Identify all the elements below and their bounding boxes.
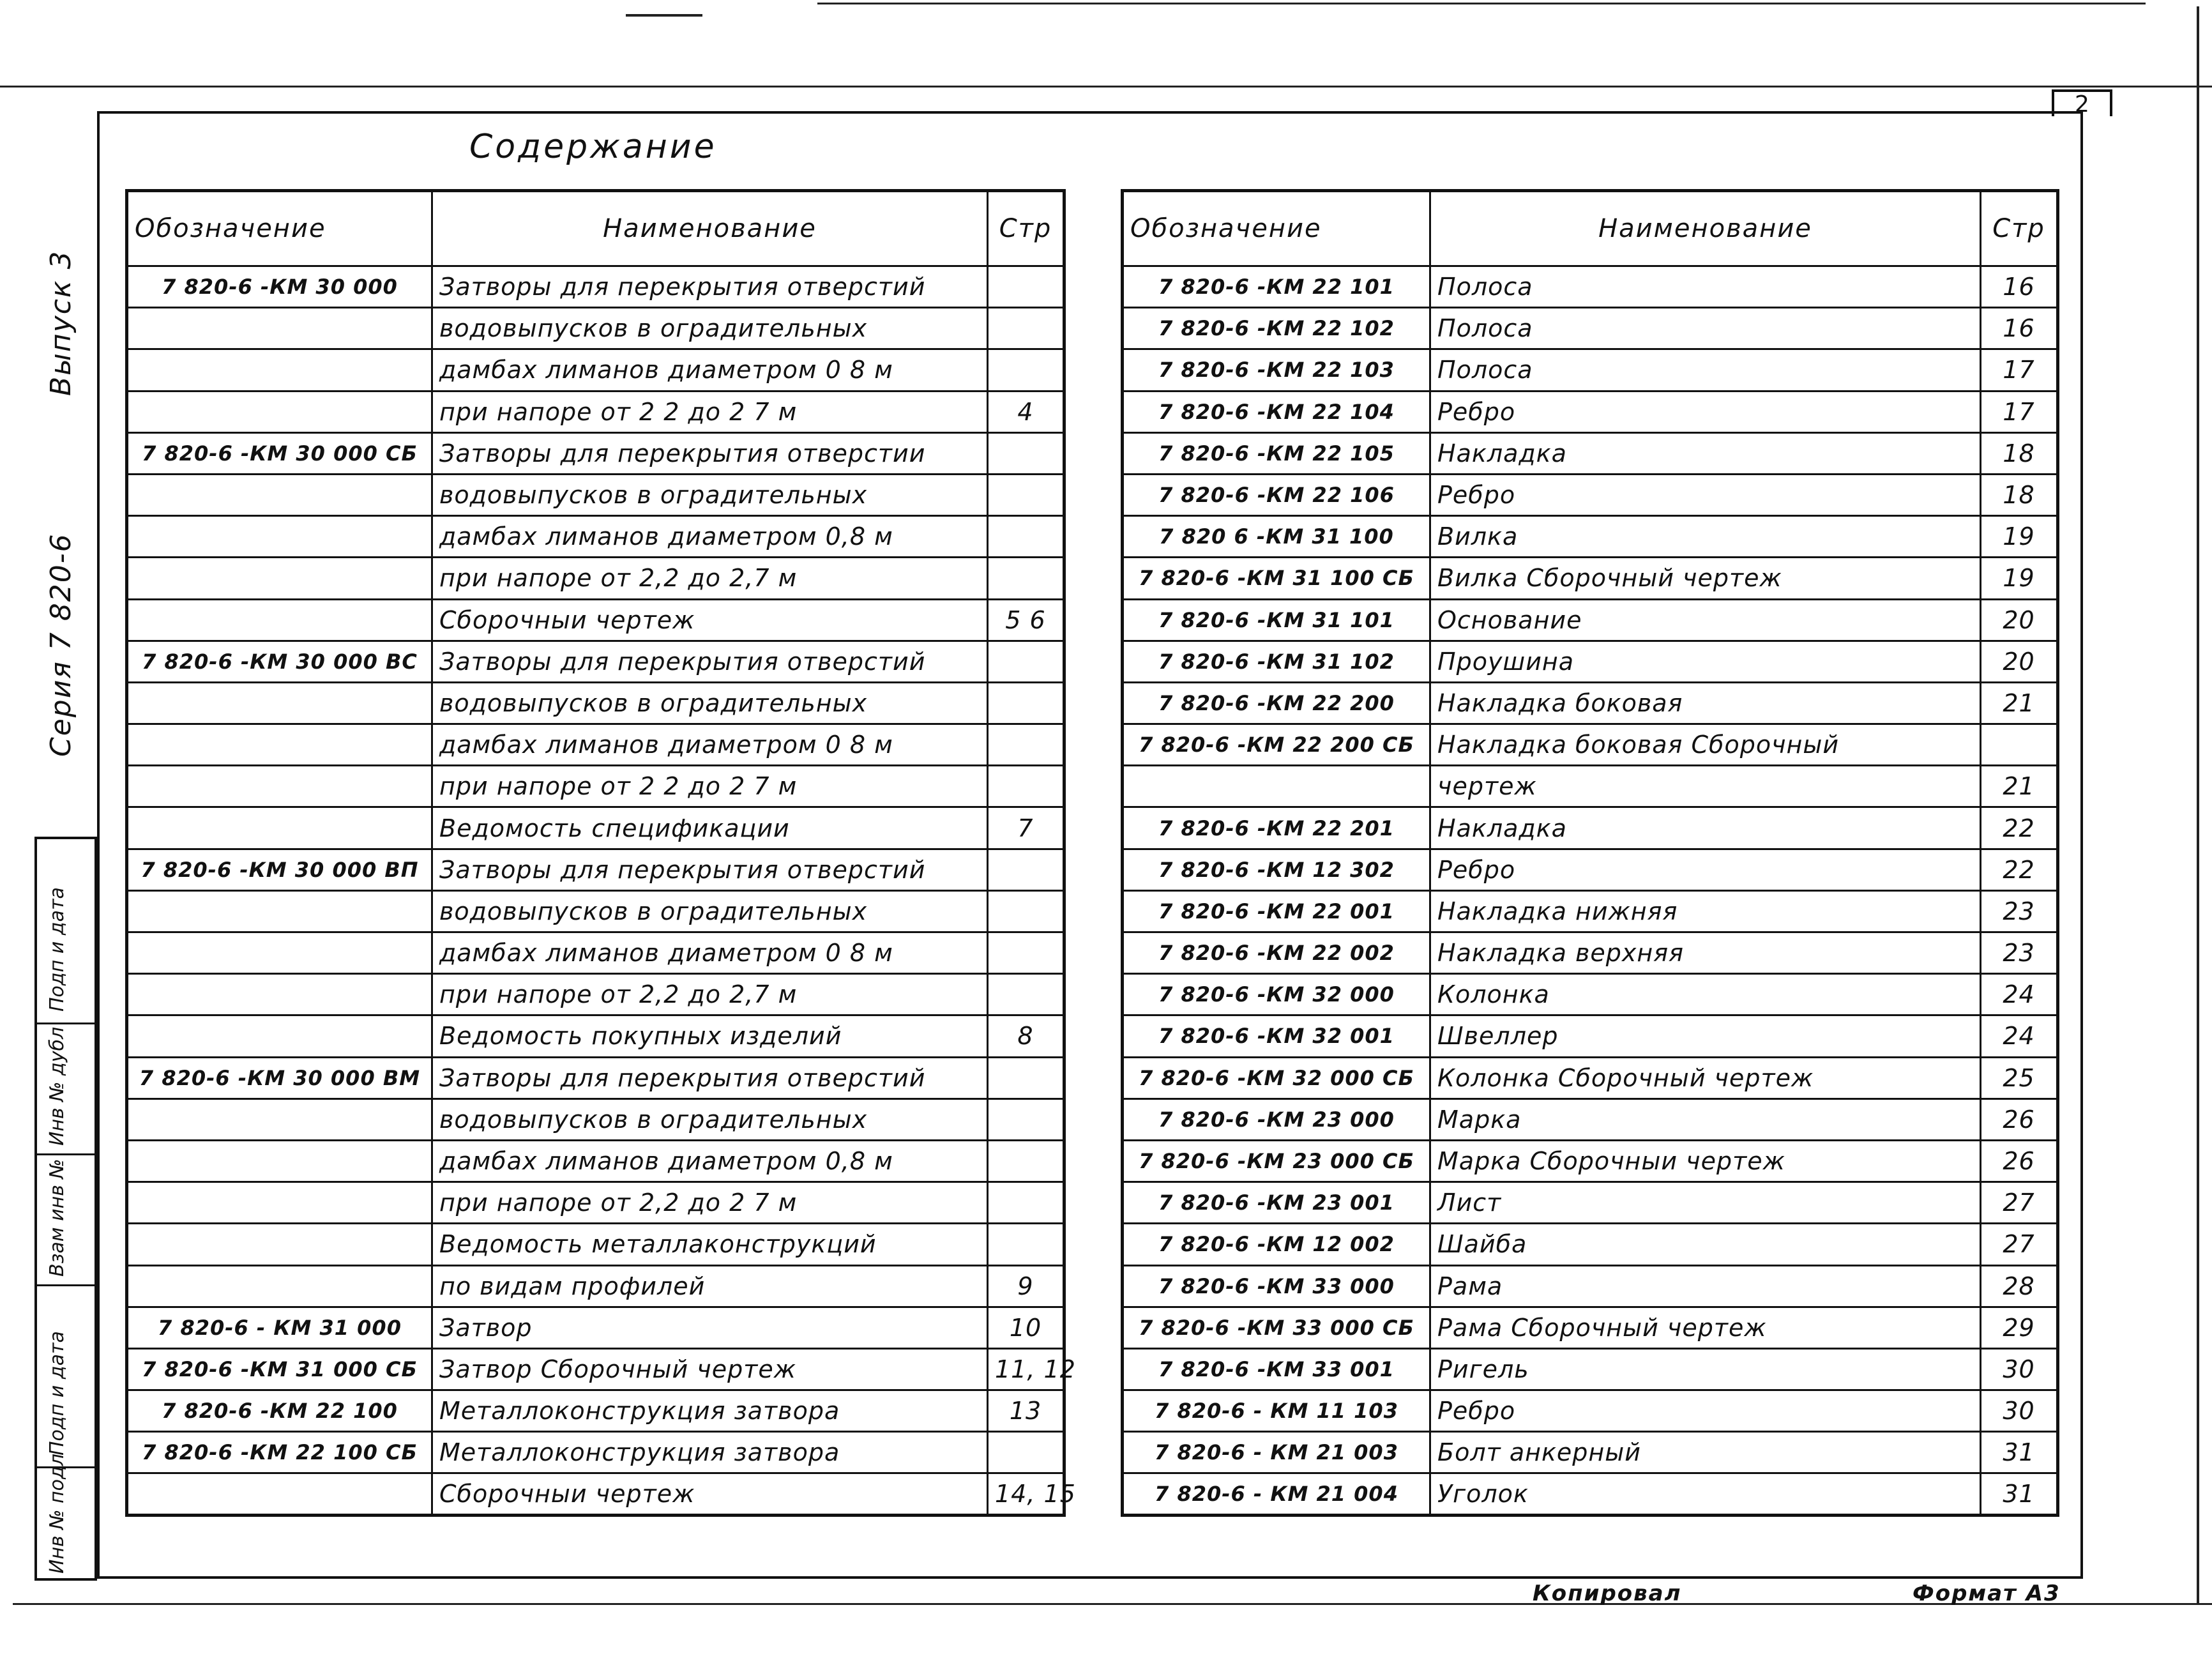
row-page: 11, 12 (988, 1348, 1064, 1390)
row-page (988, 724, 1064, 766)
row-name: Лист (1430, 1182, 1981, 1224)
row-page: 23 (1981, 932, 2058, 974)
row-page: 24 (1981, 1015, 2058, 1057)
table-row (1123, 474, 2058, 515)
row-name: дамбах лиманов диаметром 0 8 м (432, 724, 988, 766)
row-page (988, 641, 1064, 682)
contents-table-right (1121, 189, 2059, 1517)
row-code: 7 820-6 -КМ 30 000 СБ (127, 432, 432, 474)
row-code: 7 820-6 -КМ 22 100 СБ (127, 1432, 432, 1473)
table-row (127, 558, 1064, 599)
row-name: дамбах лиманов диаметром 0 8 м (432, 932, 988, 974)
row-name: Марка (1430, 1099, 1981, 1140)
row-code: 7 820-6 -КМ 12 302 (1123, 849, 1430, 890)
row-name: Ведомость покупных изделий (432, 1015, 988, 1057)
row-name: при напоре от 2,2 до 2,7 м (432, 974, 988, 1015)
table-row (1123, 641, 2058, 682)
row-name: Болт анкерный (1430, 1432, 1981, 1473)
row-code (127, 599, 432, 641)
table-row (1123, 1432, 2058, 1473)
row-page: 26 (1981, 1099, 2058, 1140)
row-page (988, 1182, 1064, 1224)
row-code: 7 820-6 -КМ 32 001 (1123, 1015, 1430, 1057)
format-label: Формат А3 (1913, 1581, 2061, 1606)
row-page: 5 6 (988, 599, 1064, 641)
row-name: Накладка верхняя (1430, 932, 1981, 974)
stamp-cell (37, 1024, 95, 1155)
stamp-cell (37, 1286, 95, 1468)
row-name: Ребро (1430, 474, 1981, 515)
row-name: Вилка (1430, 516, 1981, 558)
row-code: 7 820-6 -КМ 22 105 (1123, 432, 1430, 474)
row-code: 7 820-6 -КМ 33 000 СБ (1123, 1307, 1430, 1348)
row-page (988, 1224, 1064, 1265)
row-code: 7 820-6 -КМ 30 000 ВМ (127, 1057, 432, 1099)
row-page: 26 (1981, 1140, 2058, 1182)
row-name: по видам профилей (432, 1265, 988, 1307)
row-page (988, 1432, 1064, 1473)
row-page (988, 349, 1064, 391)
row-name: Затвор (432, 1307, 988, 1348)
row-code (127, 932, 432, 974)
row-code (127, 807, 432, 849)
row-name: дамбах лиманов диаметром 0 8 м (432, 349, 988, 391)
table-row (127, 349, 1064, 391)
row-code: 7 820-6 -КМ 33 001 (1123, 1348, 1430, 1390)
row-page (988, 516, 1064, 558)
row-name: чертеж (1430, 766, 1981, 807)
table-row (127, 474, 1064, 515)
row-page: 16 (1981, 308, 2058, 349)
table-row (1123, 890, 2058, 932)
row-code: 7 820-6 -КМ 30 000 ВС (127, 641, 432, 682)
table-row (1123, 1348, 2058, 1390)
column-header-code: Обозначение (1123, 191, 1430, 266)
table-header-row (127, 191, 1064, 266)
issue-label: Выпуск 3 (45, 250, 77, 396)
row-code (127, 391, 432, 432)
row-page: 20 (1981, 599, 2058, 641)
row-page (988, 1140, 1064, 1182)
row-name: Ребро (1430, 849, 1981, 890)
table-row (127, 391, 1064, 432)
row-name: Затворы для перекрытия отверстий (432, 266, 988, 308)
row-page: 31 (1981, 1432, 2058, 1473)
row-page (988, 558, 1064, 599)
row-name: Колонка Сборочный чертеж (1430, 1057, 1981, 1099)
top-edge-line (0, 86, 2212, 87)
row-code (127, 1224, 432, 1265)
row-name: Вилка Сборочный чертеж (1430, 558, 1981, 599)
row-page: 19 (1981, 516, 2058, 558)
row-page (988, 1099, 1064, 1140)
row-name: водовыпусков в оградительных (432, 308, 988, 349)
row-code (127, 349, 432, 391)
row-code (127, 890, 432, 932)
column-header-page: Стр (1981, 191, 2058, 266)
table-row (1123, 932, 2058, 974)
row-name: водовыпусков в оградительных (432, 890, 988, 932)
row-name: Сборочныи чертеж (432, 1473, 988, 1515)
row-page (988, 932, 1064, 974)
row-page (988, 474, 1064, 515)
row-name: Сборочныи чертеж (432, 599, 988, 641)
row-code (127, 558, 432, 599)
row-code: 7 820-6 - КМ 21 004 (1123, 1473, 1430, 1515)
row-name: Ведомость металлаконструкций (432, 1224, 988, 1265)
row-page: 9 (988, 1265, 1064, 1307)
right-edge-line (2197, 6, 2199, 1603)
row-page: 30 (1981, 1348, 2058, 1390)
row-code: 7 820-6 -КМ 23 000 СБ (1123, 1140, 1430, 1182)
row-code: 7 820-6 -КМ 31 000 СБ (127, 1348, 432, 1390)
row-page (988, 766, 1064, 807)
stamp-cell (37, 1454, 95, 1578)
row-page (988, 266, 1064, 308)
row-page: 21 (1981, 682, 2058, 724)
row-code (127, 766, 432, 807)
row-page: 22 (1981, 849, 2058, 890)
table-row (127, 1473, 1064, 1515)
table-row (127, 432, 1064, 474)
row-name: Колонка (1430, 974, 1981, 1015)
row-page: 13 (988, 1390, 1064, 1432)
row-name: Ребро (1430, 1390, 1981, 1432)
row-code: 7 820-6 -КМ 22 106 (1123, 474, 1430, 515)
row-name: Рама Сборочный чертеж (1430, 1307, 1981, 1348)
stamp-label: Инв № подл (46, 1454, 68, 1574)
row-page: 19 (1981, 558, 2058, 599)
table-row (127, 932, 1064, 974)
table-row (127, 1307, 1064, 1348)
row-page: 18 (1981, 432, 2058, 474)
row-code: 7 820-6 -КМ 22 001 (1123, 890, 1430, 932)
table-row (1123, 349, 2058, 391)
table-row (1123, 599, 2058, 641)
row-name: Полоса (1430, 349, 1981, 391)
row-code: 7 820-6 -КМ 22 201 (1123, 807, 1430, 849)
row-name: Затворы для перекрытия отверстии (432, 432, 988, 474)
table-row (127, 1182, 1064, 1224)
row-code: 7 820-6 -КМ 31 101 (1123, 599, 1430, 641)
table-row (127, 1432, 1064, 1473)
row-name: Накладка боковая Сборочный (1430, 724, 1981, 766)
top-edge-line (626, 14, 702, 17)
row-code: 7 820-6 -КМ 31 102 (1123, 641, 1430, 682)
column-header-name: Наименование (1430, 191, 1981, 266)
row-code: 7 820-6 -КМ 22 104 (1123, 391, 1430, 432)
table-row (1123, 432, 2058, 474)
row-page: 14, 15 (988, 1473, 1064, 1515)
row-page: 27 (1981, 1182, 2058, 1224)
row-page: 8 (988, 1015, 1064, 1057)
row-code (127, 1099, 432, 1140)
row-page: 23 (1981, 890, 2058, 932)
row-code (127, 1265, 432, 1307)
row-page: 30 (1981, 1390, 2058, 1432)
row-name: Накладка нижняя (1430, 890, 1981, 932)
table-row (127, 807, 1064, 849)
table-row (127, 1140, 1064, 1182)
row-page: 17 (1981, 349, 2058, 391)
stamp-label: Взам инв № (46, 1159, 68, 1277)
table-row (1123, 516, 2058, 558)
row-code (127, 1140, 432, 1182)
row-code (127, 974, 432, 1015)
row-code: 7 820-6 -КМ 23 001 (1123, 1182, 1430, 1224)
table-row (127, 1224, 1064, 1265)
row-page (988, 682, 1064, 724)
row-code (127, 516, 432, 558)
table-row (1123, 1140, 2058, 1182)
table-row (127, 1348, 1064, 1390)
table-row (1123, 558, 2058, 599)
row-code: 7 820-6 -КМ 30 000 ВП (127, 849, 432, 890)
column-header-page: Стр (988, 191, 1064, 266)
stamp-label: Подп и дата (46, 887, 68, 1012)
table-row (1123, 682, 2058, 724)
stamp-label: Подп и дата (46, 1331, 68, 1456)
table-row (1123, 1224, 2058, 1265)
table-row (1123, 807, 2058, 849)
row-page: 24 (1981, 974, 2058, 1015)
row-code: 7 820-6 -КМ 22 200 (1123, 682, 1430, 724)
row-code: 7 820-6 -КМ 32 000 (1123, 974, 1430, 1015)
row-name: при напоре от 2,2 до 2 7 м (432, 1182, 988, 1224)
copied-by-label: Копировал (1533, 1581, 1682, 1606)
row-name: Затворы для перекрытия отверстий (432, 1057, 988, 1099)
row-name: Полоса (1430, 266, 1981, 308)
row-page (988, 849, 1064, 890)
row-page: 28 (1981, 1265, 2058, 1307)
table-row (1123, 1473, 2058, 1515)
row-page (988, 1057, 1064, 1099)
table-row (127, 266, 1064, 308)
table-row (127, 1099, 1064, 1140)
table-row (127, 766, 1064, 807)
row-code: 7 820-6 -КМ 22 102 (1123, 308, 1430, 349)
top-edge-line (817, 3, 2146, 4)
table-row (1123, 391, 2058, 432)
row-code (127, 724, 432, 766)
table-row (1123, 1307, 2058, 1348)
row-name: Металлоконструкция затвора (432, 1432, 988, 1473)
row-name: при напоре от 2 2 до 2 7 м (432, 391, 988, 432)
row-name: Ребро (1430, 391, 1981, 432)
table-row (127, 1015, 1064, 1057)
table-row (127, 1057, 1064, 1099)
column-header-name: Наименование (432, 191, 988, 266)
row-name: Основание (1430, 599, 1981, 641)
table-row (127, 724, 1064, 766)
row-name: при напоре от 2 2 до 2 7 м (432, 766, 988, 807)
row-page (988, 432, 1064, 474)
table-row (1123, 308, 2058, 349)
stamp-cell (37, 1155, 95, 1286)
row-code: 7 820-6 -КМ 23 000 (1123, 1099, 1430, 1140)
row-code (127, 682, 432, 724)
row-page (1981, 724, 2058, 766)
row-name: Марка Сборочныи чертеж (1430, 1140, 1981, 1182)
stamp-column (34, 837, 97, 1581)
row-code: 7 820-6 -КМ 22 103 (1123, 349, 1430, 391)
row-code: 7 820-6 -КМ 32 000 СБ (1123, 1057, 1430, 1099)
table-row (1123, 1099, 2058, 1140)
table-row (127, 308, 1064, 349)
table-row (1123, 849, 2058, 890)
row-page (988, 974, 1064, 1015)
row-name: Уголок (1430, 1473, 1981, 1515)
row-code (127, 1182, 432, 1224)
table-row (127, 1265, 1064, 1307)
table-row (1123, 1057, 2058, 1099)
table-row (1123, 1390, 2058, 1432)
row-page: 7 (988, 807, 1064, 849)
table-row (1123, 766, 2058, 807)
row-name: водовыпусков в оградительных (432, 474, 988, 515)
table-row (127, 599, 1064, 641)
row-name: Металлоконструкция затвора (432, 1390, 988, 1432)
table-row (1123, 724, 2058, 766)
table-row (127, 641, 1064, 682)
row-code: 7 820-6 -КМ 22 200 СБ (1123, 724, 1430, 766)
row-name: при напоре от 2,2 до 2,7 м (432, 558, 988, 599)
row-page: 18 (1981, 474, 2058, 515)
row-page (988, 308, 1064, 349)
row-page: 10 (988, 1307, 1064, 1348)
row-name: Накладка (1430, 432, 1981, 474)
row-code (127, 1473, 432, 1515)
row-code: 7 820-6 -КМ 31 100 СБ (1123, 558, 1430, 599)
row-name: водовыпусков в оградительных (432, 1099, 988, 1140)
row-code (127, 308, 432, 349)
row-name: дамбах лиманов диаметром 0,8 м (432, 1140, 988, 1182)
stamp-label: Инв № дубл (46, 1026, 68, 1146)
stamp-cell (37, 839, 95, 1024)
bottom-edge-line (13, 1603, 2212, 1605)
row-page: 25 (1981, 1057, 2058, 1099)
column-header-code: Обозначение (127, 191, 432, 266)
row-page: 27 (1981, 1224, 2058, 1265)
row-page (988, 890, 1064, 932)
row-code: 7 820-6 -КМ 22 101 (1123, 266, 1430, 308)
row-code: 7 820-6 -КМ 33 000 (1123, 1265, 1430, 1307)
row-name: Ригель (1430, 1348, 1981, 1390)
row-page: 29 (1981, 1307, 2058, 1348)
row-name: Затвор Сборочный чертеж (432, 1348, 988, 1390)
row-code: 7 820-6 - КМ 11 103 (1123, 1390, 1430, 1432)
row-code (1123, 766, 1430, 807)
row-name: Затворы для перекрытия отверстий (432, 849, 988, 890)
row-name: Накладка (1430, 807, 1981, 849)
row-name: Накладка боковая (1430, 682, 1981, 724)
row-code: 7 820-6 - КМ 31 000 (127, 1307, 432, 1348)
row-code: 7 820-6 -КМ 22 002 (1123, 932, 1430, 974)
table-header-row (1123, 191, 2058, 266)
row-code: 7 820-6 -КМ 12 002 (1123, 1224, 1430, 1265)
row-page: 17 (1981, 391, 2058, 432)
sheet-number: 2 (2052, 89, 2112, 116)
row-page: 22 (1981, 807, 2058, 849)
table-row (127, 974, 1064, 1015)
row-name: Швеллер (1430, 1015, 1981, 1057)
series-label: Серия 7 820-6 (45, 533, 77, 757)
row-name: Шайба (1430, 1224, 1981, 1265)
table-row (127, 1390, 1064, 1432)
row-code: 7 820-6 -КМ 22 100 (127, 1390, 432, 1432)
table-row (1123, 1182, 2058, 1224)
page-title: Содержание (469, 128, 717, 166)
table-row (127, 682, 1064, 724)
row-page: 21 (1981, 766, 2058, 807)
table-row (1123, 266, 2058, 308)
contents-body-right (1123, 266, 2058, 1516)
table-row (127, 849, 1064, 890)
row-code: 7 820-6 -КМ 30 000 (127, 266, 432, 308)
table-row (1123, 1265, 2058, 1307)
row-name: Проушина (1430, 641, 1981, 682)
table-row (1123, 1015, 2058, 1057)
row-page: 16 (1981, 266, 2058, 308)
table-row (127, 516, 1064, 558)
contents-table-left (125, 189, 1076, 1517)
row-name: Ведомость спецификации (432, 807, 988, 849)
row-name: Полоса (1430, 308, 1981, 349)
row-name: дамбах лиманов диаметром 0,8 м (432, 516, 988, 558)
contents-body-left (127, 266, 1076, 1516)
row-page: 20 (1981, 641, 2058, 682)
table-row (1123, 974, 2058, 1015)
row-code (127, 1015, 432, 1057)
row-page: 4 (988, 391, 1064, 432)
row-name: водовыпусков в оградительных (432, 682, 988, 724)
table-row (127, 890, 1064, 932)
row-code: 7 820-6 - КМ 21 003 (1123, 1432, 1430, 1473)
row-code (127, 474, 432, 515)
row-code: 7 820 6 -КМ 31 100 (1123, 516, 1430, 558)
row-page: 31 (1981, 1473, 2058, 1515)
row-name: Затворы для перекрытия отверстий (432, 641, 988, 682)
row-name: Рама (1430, 1265, 1981, 1307)
